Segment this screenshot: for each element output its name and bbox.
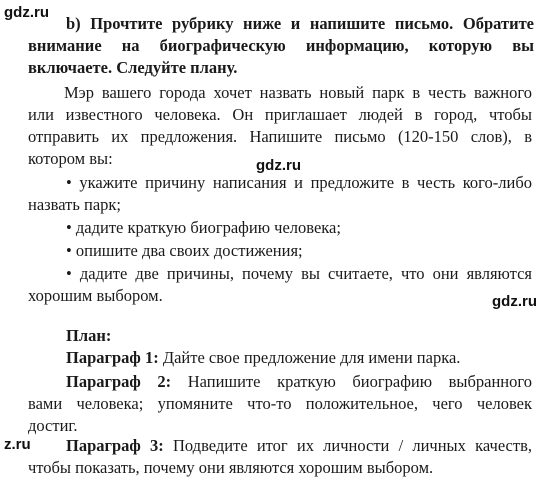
bullet-4-line-2: хорошим выбором. bbox=[28, 286, 163, 305]
watermark-right: gdz.ru bbox=[492, 293, 537, 310]
bullet-2: • дадите краткую биографию человека; bbox=[66, 218, 341, 237]
bullet-3: • опишите два своих достижения; bbox=[66, 241, 303, 260]
plan-paragraph-2-line-3: достиг. bbox=[28, 416, 78, 435]
plan-paragraph-2-text-1: Напишите краткую биографию выбранного bbox=[171, 372, 532, 391]
intro-line-4: котором вы: bbox=[28, 149, 113, 168]
plan-paragraph-2-line-1 bbox=[66, 372, 532, 392]
task-heading-line-3: включаете. Следуйте плану. bbox=[28, 58, 238, 77]
intro-line-1: Мэр вашего города хочет назвать новый парк в честь важного bbox=[64, 83, 532, 102]
intro-line-3: отправить их предложения. Напишите письмо (120-150 слов), в bbox=[28, 127, 532, 146]
plan-paragraph-3-line-1 bbox=[66, 436, 532, 456]
plan-paragraph-3-text-1: Подведите итог их личности / личных качеств, bbox=[163, 436, 532, 455]
plan-paragraph-3-line-2: чтобы показать, почему они являются хорошим выбором. bbox=[28, 458, 434, 477]
bullet-1-line-2: назвать парк; bbox=[28, 195, 122, 214]
plan-paragraph-1-label: Параграф 1: bbox=[66, 348, 159, 367]
watermark-top-left: gdz.ru bbox=[4, 4, 49, 21]
plan-paragraph-3-label: Параграф 3: bbox=[66, 436, 164, 455]
plan-title: План: bbox=[66, 326, 112, 345]
plan-paragraph-2-label: Параграф 2: bbox=[66, 372, 172, 391]
plan-paragraph-1-text: Дайте свое предложение для имени парка. bbox=[158, 348, 461, 367]
bullet-1-line-1: • укажите причину написания и предложите в честь кого-либо bbox=[66, 173, 532, 192]
task-heading-line-2: внимание на биографическую информацию, которую вы bbox=[28, 36, 534, 55]
task-heading-line-1: b) Прочтите рубрику ниже и напишите письмо. Обратите bbox=[66, 14, 534, 33]
plan-paragraph-1 bbox=[66, 348, 460, 368]
intro-line-2: или известного человека. Он приглашает людей в город, чтобы bbox=[28, 105, 532, 124]
bullet-4-line-1: • дадите две причины, почему вы считаете, что они являются bbox=[66, 264, 532, 283]
watermark-bottom-left: z.ru bbox=[4, 436, 31, 453]
watermark-middle: gdz.ru bbox=[256, 157, 301, 174]
plan-paragraph-2-line-2: вами человека; упомяните что-то положительное, чего человек bbox=[28, 394, 532, 413]
